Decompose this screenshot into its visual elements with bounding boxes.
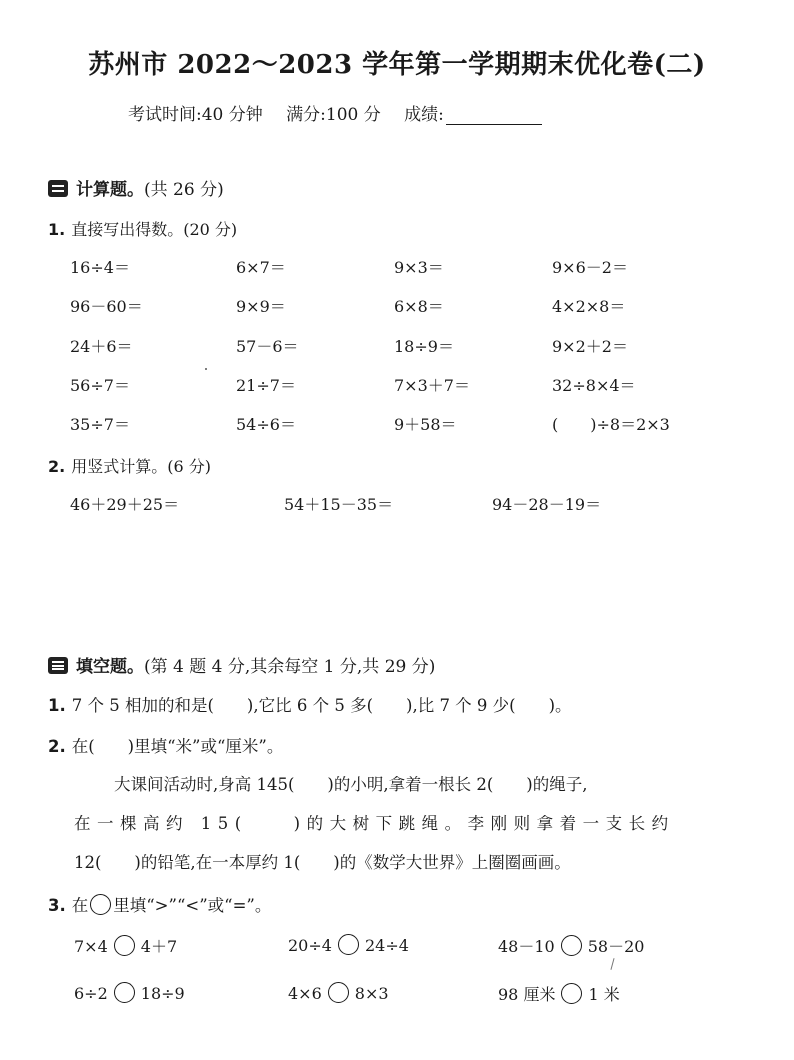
vertical-calc-item: 94－28－19＝ <box>492 495 602 514</box>
compare-circle[interactable] <box>561 983 582 1004</box>
calc-item: 35÷7＝ <box>70 415 130 434</box>
calc-item: 7×3＋7＝ <box>394 376 470 395</box>
calc-item: 9×6－2＝ <box>552 258 628 277</box>
question-2-3 <box>48 892 271 916</box>
calc-item: 6×8＝ <box>394 297 444 316</box>
section-2-heading <box>48 652 435 677</box>
compare-item <box>288 934 409 955</box>
calc-item: 32÷8×4＝ <box>552 376 636 395</box>
question-text: 7 个 5 相加的和是( ),它比 6 个 5 多( ),比 7 个 9 少( )。 <box>71 696 572 715</box>
question-number: 2. <box>48 737 66 756</box>
calc-item: 54÷6＝ <box>236 415 296 434</box>
compare-circle[interactable] <box>114 935 135 956</box>
exam-info <box>128 100 560 125</box>
calc-item: 6×7＝ <box>236 258 286 277</box>
compare-right: 18÷9 <box>140 984 185 1003</box>
question-text-post: 里填“>”“<”或“=”。 <box>113 896 272 915</box>
section-2-points: (第 4 题 4 分,其余每空 1 分,共 29 分) <box>144 657 436 677</box>
calc-item: 24＋6＝ <box>70 337 133 356</box>
compare-circle[interactable] <box>561 935 582 956</box>
compare-right: 8×3 <box>354 984 389 1003</box>
full-score: 满分:100 分 <box>286 105 381 125</box>
score-blank[interactable] <box>446 106 542 125</box>
question-1-2 <box>48 454 211 477</box>
calc-item: 21÷7＝ <box>236 376 296 395</box>
compare-right: 4＋7 <box>140 937 178 956</box>
calc-item: 96－60＝ <box>70 297 143 316</box>
compare-item <box>74 934 177 957</box>
compare-item <box>288 982 389 1003</box>
question-2-1 <box>48 692 572 716</box>
question-text: 直接写出得数。(20 分) <box>71 220 238 239</box>
section-1-points: (共 26 分) <box>144 180 224 200</box>
vertical-calc-item: 46＋29＋25＝ <box>70 495 180 514</box>
compare-circle[interactable] <box>114 982 135 1003</box>
scan-speck <box>205 368 207 370</box>
section-1-heading <box>48 175 224 200</box>
pen-mark <box>610 958 614 970</box>
section-one-icon <box>48 180 68 197</box>
calc-item: 9×9＝ <box>236 297 286 316</box>
section-2-title: 填空题。 <box>76 657 144 677</box>
calc-item: 16÷4＝ <box>70 258 130 277</box>
compare-item <box>498 982 620 1005</box>
question-text: 在( )里填“米”或“厘米”。 <box>71 737 284 756</box>
calc-item: 4×2×8＝ <box>552 297 626 316</box>
compare-left: 20÷4 <box>288 936 332 955</box>
score-label: 成绩: <box>404 105 444 125</box>
compare-right: 24÷4 <box>364 936 409 955</box>
vertical-calc-item: 54＋15－35＝ <box>284 495 394 514</box>
compare-right: 1 米 <box>588 985 620 1004</box>
compare-circle-icon <box>90 894 111 915</box>
compare-circle[interactable] <box>338 934 359 955</box>
question-2-2 <box>48 733 283 757</box>
passage-line: 在一棵高约 15( )的大树下跳绳。李刚则拿着一支长约 <box>74 814 675 833</box>
compare-item <box>74 982 185 1003</box>
page-title: 苏州市 2022～2023 学年第一学期期末优化卷(二) <box>88 50 706 80</box>
question-number: 2. <box>48 457 66 476</box>
compare-left: 4×6 <box>288 984 322 1003</box>
section-two-icon <box>48 657 68 674</box>
compare-left: 48－10 <box>498 937 555 956</box>
calc-item: 9＋58＝ <box>394 415 457 434</box>
compare-right: 58－20 <box>587 937 645 956</box>
calc-item: 9×2＋2＝ <box>552 337 628 356</box>
calc-item: 18÷9＝ <box>394 337 454 356</box>
calc-item: 9×3＝ <box>394 258 444 277</box>
question-number: 1. <box>48 696 66 715</box>
compare-circle[interactable] <box>328 982 349 1003</box>
calc-item: 57－6＝ <box>236 337 299 356</box>
compare-left: 7×4 <box>74 937 108 956</box>
calc-item: 56÷7＝ <box>70 376 130 395</box>
exam-time: 考试时间:40 分钟 <box>128 105 263 125</box>
calc-item: ( )÷8＝2×3 <box>552 415 670 434</box>
question-text: 用竖式计算。(6 分) <box>71 457 211 476</box>
question-number: 1. <box>48 220 66 239</box>
question-1-1 <box>48 217 237 240</box>
section-1-title: 计算题。 <box>76 180 144 200</box>
passage-line: 12( )的铅笔,在一本厚约 1( )的《数学大世界》上圈圈画画。 <box>74 853 571 872</box>
compare-left: 98 厘米 <box>498 985 556 1004</box>
passage-line: 大课间活动时,身高 145( )的小明,拿着一根长 2( )的绳子, <box>114 775 588 794</box>
compare-left: 6÷2 <box>74 984 108 1003</box>
question-number: 3. <box>48 896 66 915</box>
compare-item <box>498 934 644 957</box>
question-text-pre: 在 <box>71 896 89 915</box>
